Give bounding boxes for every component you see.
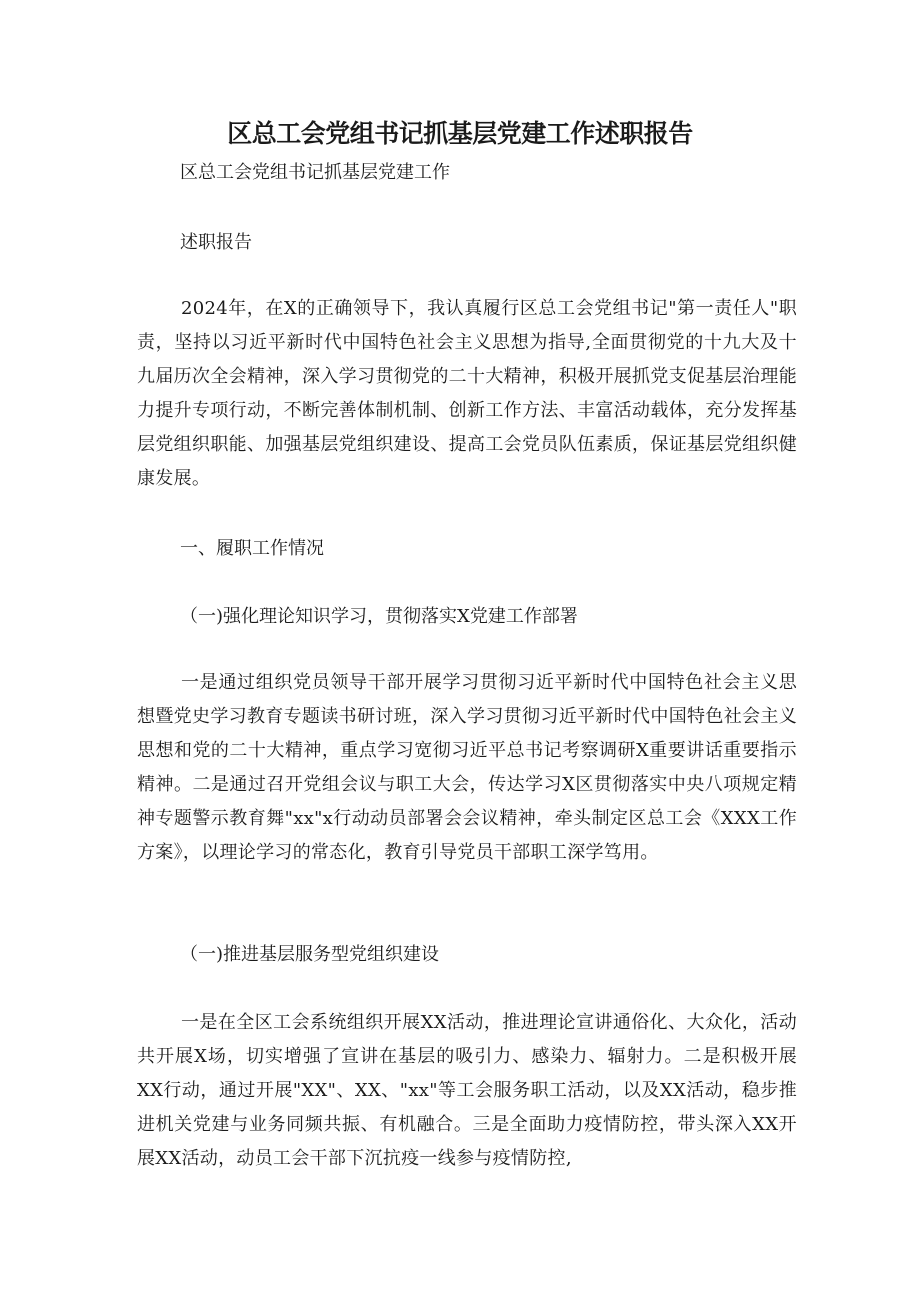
- subsection-heading-1: （一)强化理论知识学习，贯彻落实X党建工作部署: [180, 606, 578, 627]
- subsection-heading-2: （一)推进基层服务型党组织建设: [180, 944, 440, 965]
- subtitle-line-2: 述职报告: [180, 232, 252, 253]
- document-title: 区总工会党组书记抓基层党建工作述职报告: [227, 119, 693, 148]
- section-heading-1: 一、履职工作情况: [180, 538, 324, 559]
- intro-paragraph: 2024年，在X的正确领导下，我认真履行区总工会党组书记"第一责任人"职责，坚持以习近平新时代中国特色社会主义思想为指导,全面贯彻党的十九大及十九届历次全会精神，深入学习贯彻党的二十大精神，积极开展抓党支促基层治理能力提升专项行动，不断完善体制机制、创新工作方法、丰富活动载体，充分发挥基层党组织职能、加强基层党组织建设、提高工会党员队伍素质，保证基层党组织健康发展。: [137, 298, 797, 489]
- subtitle-line-1: 区总工会党组书记抓基层党建工作: [180, 162, 450, 183]
- body-paragraph-1: 一是通过组织党员领导干部开展学习贯彻习近平新时代中国特色社会主义思想暨党史学习教育专题读书研讨班，深入学习贯彻习近平新时代中国特色社会主义思想和党的二十大精神，重点学习宽彻习近平总书记考察调研X重要讲话重要指示精神。二是通过召开党组会议与职工大会，传达学习X区贯彻落实中央八项规定精神专题警示教育舞"xx"x行动动员部署会会议精神，牵头制定区总工会《XXX工作方案》，以理论学习的常态化，教育引导党员干部职工深学笃用。: [137, 672, 797, 863]
- body-paragraph-2: 一是在全区工会系统组织开展XX活动，推进理论宣讲通俗化、大众化，活动共开展X场，切实增强了宣讲在基层的吸引力、感染力、辐射力。二是积极开展XX行动，通过开展"XX"、XX、"xx"等工会服务职工活动，以及XX活动，稳步推进机关党建与业务同频共振、有机融合。三是全面助力疫情防控，带头深入XX开展XX活动，动员工会干部下沉抗疫一线参与疫情防控,: [137, 1012, 797, 1169]
